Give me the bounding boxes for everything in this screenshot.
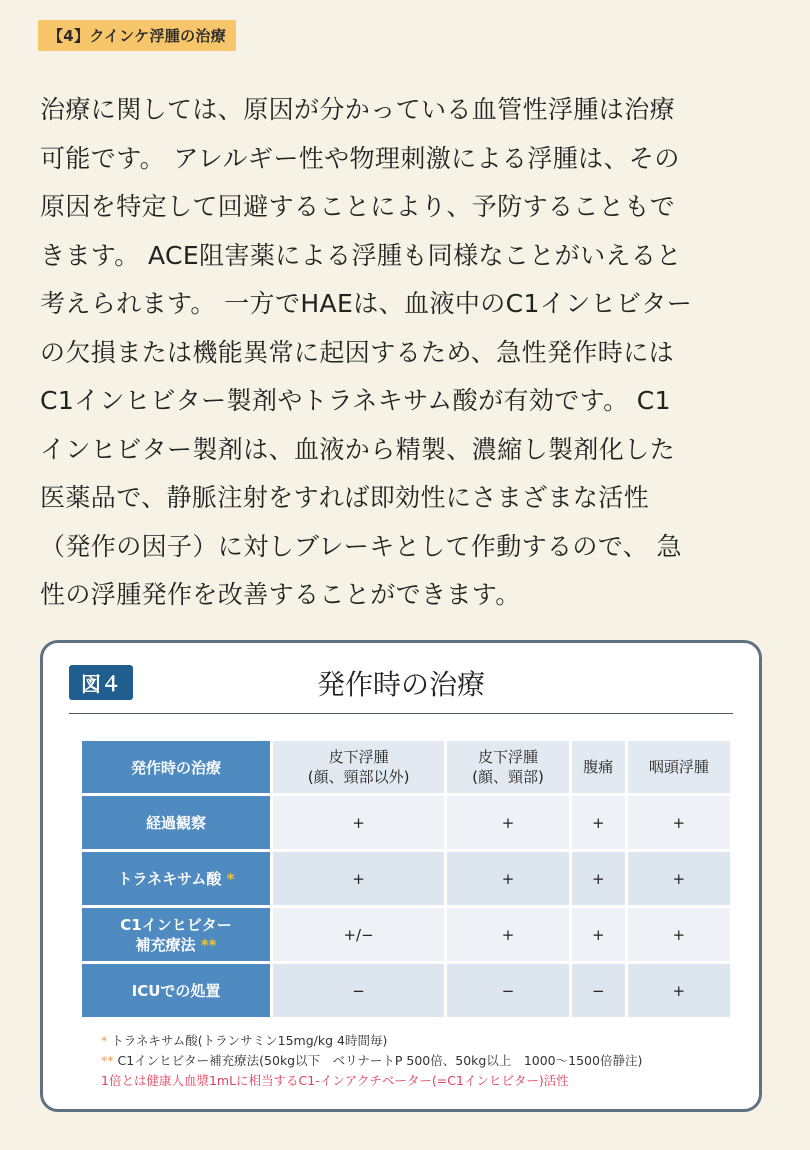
footnote-mark: * — [101, 1033, 108, 1048]
table-row — [82, 852, 730, 905]
column-header-line1: 咽頭浮腫 — [648, 758, 709, 776]
table-cell: + — [628, 908, 730, 961]
body-line: 医薬品で、静脈注射をすれば即効性にさまざまな活性 — [40, 483, 650, 512]
footnote-text: トラネキサム酸(トランサミン15mg/kg 4時間毎) — [111, 1033, 388, 1048]
body-text — [40, 86, 780, 620]
figure-divider — [69, 713, 733, 714]
table-cell: + — [572, 796, 625, 849]
column-header — [273, 741, 444, 793]
body-line: の欠損または機能異常に起因するため、急性発作時には — [40, 337, 675, 367]
body-line: （発作の因子）に対しブレーキとして作動するので、 急 — [40, 531, 682, 561]
footnote-star: ** — [200, 935, 217, 954]
table-cell: + — [447, 852, 569, 905]
column-header-line2: (顔、頸部) — [472, 768, 544, 786]
table-cell: + — [273, 852, 444, 905]
footnotes — [101, 1031, 642, 1091]
table-cell: + — [628, 964, 730, 1017]
footnote — [101, 1051, 642, 1071]
column-header-line1: 腹痛 — [583, 758, 614, 776]
table-row — [82, 908, 730, 961]
table-row — [82, 796, 730, 849]
row-label: トラネキサム酸 * — [82, 852, 270, 905]
column-header-line1: 皮下浮腫 — [477, 748, 538, 766]
body-line: 治療に関しては、原因が分かっている血管性浮腫は治療 — [40, 95, 676, 124]
table-cell: − — [572, 964, 625, 1017]
table-cell: + — [628, 796, 730, 849]
table-row — [82, 964, 730, 1017]
table-cell: − — [447, 964, 569, 1017]
table-cell: + — [628, 852, 730, 905]
figure-title: 発作時の治療 — [316, 668, 485, 701]
table-cell: + — [447, 908, 569, 961]
row-label: C1インヒビター 補充療法 ** — [82, 908, 270, 961]
footnote-text: C1インヒビター補充療法(50kg以下 ベリナートP 500倍、50kg以上 1000〜1500倍静注) — [117, 1053, 643, 1068]
body-line: 考えられます。 一方でHAEは、血液中のC1インヒビター — [40, 289, 693, 318]
column-header — [628, 741, 730, 793]
table-cell: +/− — [273, 908, 444, 961]
body-line: 性の浮腫発作を改善することができます。 — [40, 580, 521, 609]
column-header-line2: (顔、頸部以外) — [307, 768, 410, 786]
figure-card — [40, 640, 762, 1112]
body-line: C1インヒビター製剤やトラネキサム酸が有効です。 C1 — [40, 386, 671, 415]
table-cell: + — [572, 852, 625, 905]
body-line: 原因を特定して回避することにより、予防することもで — [40, 192, 676, 221]
table-cell: + — [273, 796, 444, 849]
column-header-line1: 皮下浮腫 — [328, 748, 389, 766]
corner-header: 発作時の治療 — [82, 741, 270, 793]
body-line: インヒビター製剤は、血液から精製、濃縮し製剤化した — [40, 434, 676, 464]
footnote-star: * — [226, 870, 235, 888]
footnote-mark: ** — [101, 1053, 114, 1068]
footnote-red: 1倍とは健康人血漿1mLに相当するC1-インアクチベーター(=C1インヒビター)活性 — [101, 1073, 569, 1088]
row-label: ICUでの処置 — [82, 964, 270, 1017]
section-tag: 【4】クインケ浮腫の治療 — [38, 20, 236, 51]
table-cell: + — [447, 796, 569, 849]
body-line: 可能です。 アレルギー性や物理刺激による浮腫は、その — [40, 143, 680, 173]
row-label: 経過観察 — [82, 796, 270, 849]
table-cell: + — [572, 908, 625, 961]
treatment-table — [79, 738, 733, 1020]
figure-badge: 図４ — [69, 665, 133, 700]
column-header — [447, 741, 569, 793]
table-header-row — [82, 741, 730, 793]
table-cell: − — [273, 964, 444, 1017]
footnote — [101, 1031, 642, 1051]
column-header — [572, 741, 625, 793]
body-line: きます。 ACE阻害薬による浮腫も同様なことがいえると — [40, 240, 682, 270]
